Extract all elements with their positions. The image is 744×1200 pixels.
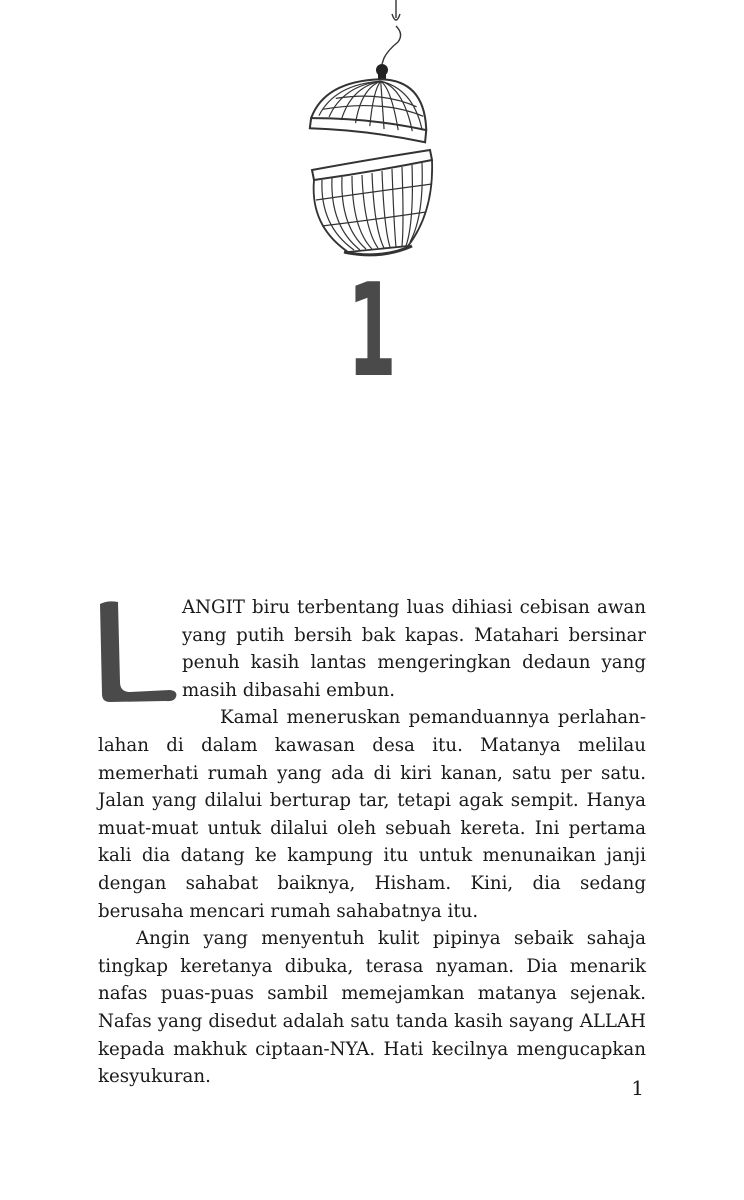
drop-cap-letter: L bbox=[138, 658, 139, 659]
paragraph: Angin yang menyentuh kulit pipinya sebaik sahaja tingkap keretanya dibuka, terasa nyaman. Dia menarik nafas puas-puas sambil memejamkan matanya sejenak. Nafas yang disedut adalah satu tanda kasih sayang ALLAH kepada makhuk ciptaan-NYA. Hati kecilnya mengucapkan kesyukuran. bbox=[98, 928, 646, 1088]
paragraph: Kamal meneruskan pemanduannya perlahan-lahan di dalam kawasan desa itu. Matanya melilau memerhati rumah yang ada di kiri kanan, satu per satu. Jalan yang dilalui berturap tar, tetapi agak sempit. Hanya muat-muat untuk dilalui oleh sebuah kereta. Ini pertama kali dia datang ke kampung itu untuk menunaikan janji dengan sahabat baiknya, Hisham. Kini, dia sedang berusaha mencari rumah sahabatnya itu. bbox=[98, 707, 646, 922]
chapter-body bbox=[98, 594, 646, 1091]
paragraph: ANGIT biru terbentang luas dihiasi cebisan awan yang putih bersih bak kapas. Matahari bersinar penuh kasih lantas mengeringkan dedaun yang masih dibasahi embun. bbox=[182, 597, 646, 701]
page-number: 1 bbox=[631, 1076, 644, 1100]
chapter-number: 1 bbox=[347, 257, 397, 406]
drop-cap bbox=[98, 598, 178, 706]
open-birdcage-icon bbox=[296, 0, 444, 262]
